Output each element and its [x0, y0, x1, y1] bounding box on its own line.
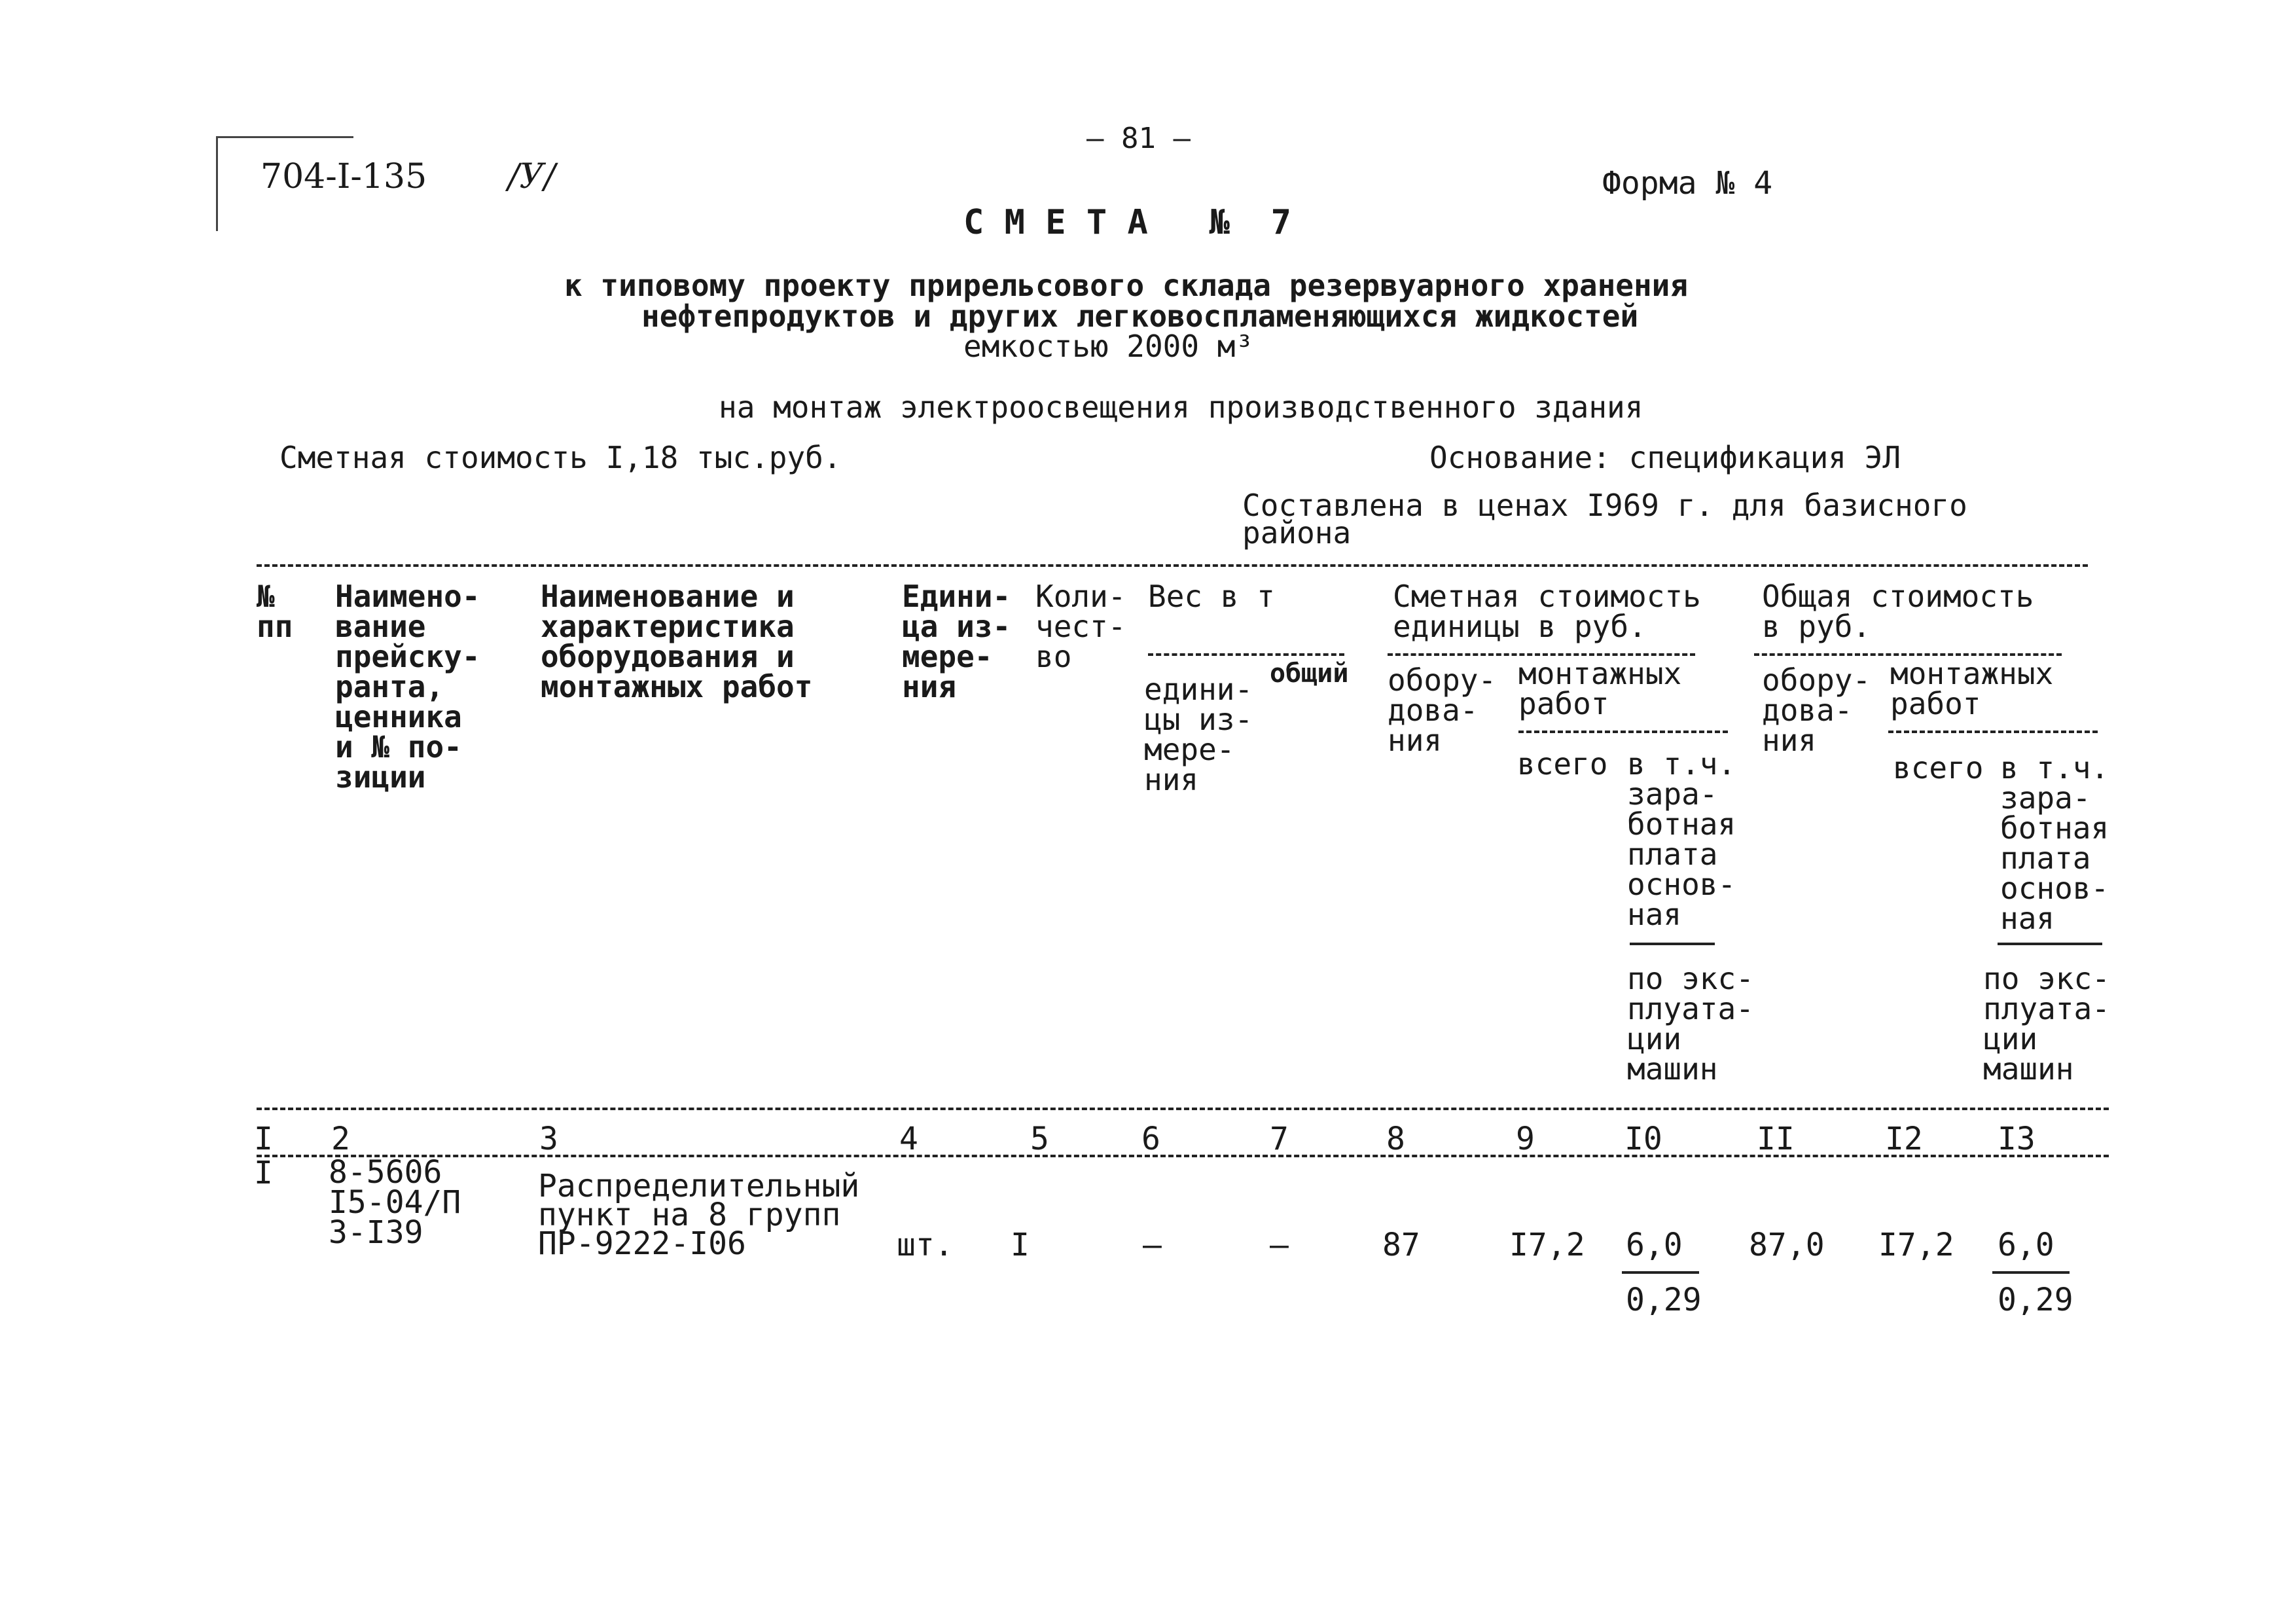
row-total-equipment: 87,0	[1749, 1227, 1825, 1263]
unit-install-subheader-rule	[1518, 731, 1728, 733]
page-number: — 81 —	[1086, 122, 1191, 155]
column-number-6: 6	[1141, 1121, 1160, 1157]
weight-subheader-rule	[1148, 653, 1344, 656]
header-weight-total: общий	[1270, 659, 1349, 689]
header-unit-installation: монтажных работ	[1518, 656, 1682, 721]
row-total-install-total: I7,2	[1878, 1227, 1954, 1263]
header-unit-incl-machines: по экс- плуата- ции машин	[1627, 961, 1754, 1087]
row-total-wage: 6,0	[1998, 1227, 2054, 1263]
header-total-incl-machines: по экс- плуата- ции машин	[1983, 961, 2110, 1087]
price-basis-line-1: Составлена в ценах I969 г. для базисного	[1242, 488, 1967, 523]
header-bottom-rule	[257, 1108, 2109, 1110]
stamp-corner-horizontal	[216, 136, 353, 138]
row-total-machines: 0,29	[1998, 1282, 2073, 1318]
header-quantity: Коли- чест- во	[1035, 579, 1126, 674]
header-unit-all: всего	[1517, 746, 1608, 782]
row-unit-equipment: 87	[1382, 1227, 1420, 1263]
stamp-corner-vertical	[216, 136, 218, 231]
header-unit-incl-wage: в т.ч. зара- ботная плата основ- ная	[1627, 746, 1736, 932]
header-total-installation: монтажных работ	[1890, 656, 2054, 721]
table-top-rule	[257, 564, 2088, 567]
total-wage-mach-divider	[1998, 943, 2102, 945]
title-line-3: емкостью 2000 м³	[963, 329, 1254, 364]
row-price-codes: 8-5606 I5-04/П 3-I39	[329, 1154, 461, 1251]
row-unit-machines: 0,29	[1626, 1282, 1702, 1318]
header-row-number: № пп	[257, 579, 293, 644]
column-number-2: 2	[331, 1121, 350, 1157]
project-code: 704-I-135	[260, 157, 427, 196]
row-weight-unit: –	[1143, 1227, 1162, 1263]
column-number-8: 8	[1386, 1121, 1405, 1157]
row-work-name: Распределительный пункт на 8 групп ПР-9222-I06	[538, 1168, 860, 1262]
header-unit-equipment: обору- дова- ния	[1388, 662, 1497, 758]
row-quantity: I	[1011, 1227, 1030, 1263]
column-number-12: I2	[1885, 1121, 1923, 1157]
column-numbers-bottom-rule	[257, 1155, 2109, 1157]
column-number-11: II	[1757, 1121, 1795, 1157]
total-install-subheader-rule	[1888, 731, 2098, 733]
row-weight-total: –	[1270, 1227, 1289, 1263]
header-weight-unit: едини- цы из- мере- ния	[1144, 672, 1253, 797]
estimate-basis: Основание: спецификация ЭЛ	[1429, 440, 1901, 475]
estimate-subject: на монтаж электроосвещения производственного здания	[719, 389, 1643, 425]
header-price-list: Наимено- вание прейску- ранта, ценника и № по- зиции	[335, 579, 480, 795]
column-number-7: 7	[1270, 1121, 1289, 1157]
form-label: Форма № 4	[1602, 165, 1773, 202]
header-unit-cost: Сметная стоимость единицы в руб.	[1393, 579, 1701, 644]
title-line-1: к типовому проекту прирельсового склада резервуарного хранения	[564, 268, 1689, 303]
column-number-4: 4	[899, 1121, 918, 1157]
column-number-13: I3	[1998, 1121, 2036, 1157]
row-number: I	[254, 1155, 273, 1191]
document-title: С М Е Т А № 7	[963, 203, 1291, 242]
row-unit-wage: 6,0	[1626, 1227, 1683, 1263]
header-total-all: всего	[1893, 750, 1984, 785]
title-line-2: нефтепродуктов и других легковоспламеняющихся жидкостей	[641, 298, 1639, 334]
price-basis-line-2: района	[1242, 515, 1352, 550]
column-number-10: I0	[1624, 1121, 1662, 1157]
header-total-incl-wage: в т.ч. зара- ботная плата основ- ная	[2000, 750, 2109, 936]
row-unit-fraction-line	[1622, 1271, 1699, 1274]
header-work-name: Наименование и характеристика оборудования и монтажных работ	[541, 579, 813, 704]
column-number-1: I	[254, 1121, 273, 1157]
estimated-cost: Сметная стоимость I,18 тыс.руб.	[279, 440, 842, 475]
column-number-5: 5	[1030, 1121, 1049, 1157]
header-total-cost: Общая стоимость в руб.	[1762, 579, 2034, 644]
header-total-equipment: обору- дова- ния	[1762, 662, 1871, 758]
row-unit-install-total: I7,2	[1509, 1227, 1585, 1263]
row-total-fraction-line	[1992, 1271, 2070, 1274]
unit-wage-mach-divider	[1630, 943, 1715, 945]
header-weight: Вес в т	[1148, 579, 1275, 614]
row-unit: шт.	[897, 1227, 954, 1263]
header-unit: Едини- ца из- мере- ния	[902, 579, 1011, 704]
volume-mark: /У/	[508, 157, 556, 196]
column-number-9: 9	[1516, 1121, 1535, 1157]
column-number-3: 3	[539, 1121, 558, 1157]
